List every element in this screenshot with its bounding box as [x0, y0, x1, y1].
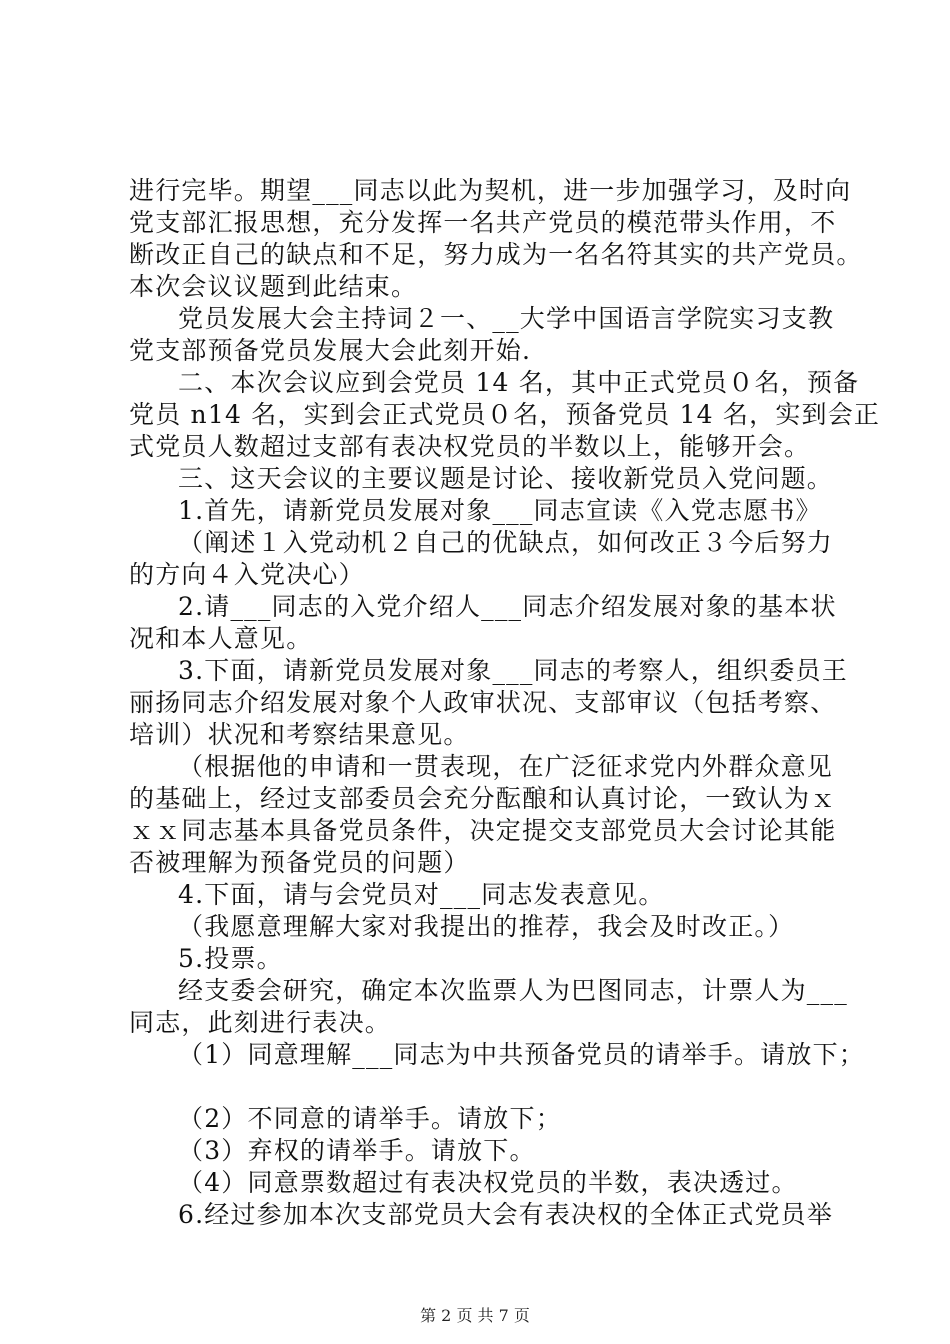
body-line: 2.请___同志的入党介绍人___同志介绍发展对象的基本状 — [178, 592, 837, 621]
body-line: 4.下面，请与会党员对___同志发表意见。 — [178, 880, 665, 909]
body-line: 的方向４入党决心） — [129, 560, 365, 589]
body-line: 党员发展大会主持词２一、__大学中国语言学院实习支教 — [178, 304, 835, 333]
body-line: 5.投票。 — [178, 944, 283, 973]
body-line: 党支部汇报思想，充分发挥一名共产党员的模范带头作用，不 — [129, 208, 837, 237]
body-line: 经支委会研究，确定本次监票人为巴图同志，计票人为___ — [178, 976, 848, 1005]
page-footer: 第 2 页 共 7 页 — [420, 1306, 530, 1325]
body-line: 的基础上，经过支部委员会充分酝酿和认真讨论，一致认为ｘ — [129, 784, 837, 813]
body-line: 断改正自己的缺点和不足，努力成为一名名符其实的共产党员。 — [129, 240, 863, 269]
body-line: （根据他的申请和一贯表现，在广泛征求党内外群众意见 — [178, 752, 834, 781]
body-line: 二、本次会议应到会党员 14 名，其中正式党员０名，预备 — [178, 368, 860, 397]
body-line: 培训）状况和考察结果意见。 — [129, 720, 470, 749]
body-line: 本次会议议题到此结束。 — [129, 272, 418, 301]
body-line: 式党员人数超过支部有表决权党员的半数以上，能够开会。 — [129, 432, 811, 461]
body-line: （3）弃权的请举手。请放下。 — [178, 1136, 536, 1165]
body-line: 同志，此刻进行表决。 — [129, 1008, 392, 1037]
body-line: 6.经过参加本次支部党员大会有表决权的全体正式党员举 — [178, 1200, 834, 1229]
body-line: 进行完毕。期望___同志以此为契机，进一步加强学习，及时向 — [129, 176, 852, 205]
body-line: ｘｘ同志基本具备党员条件，决定提交支部党员大会讨论其能 — [129, 816, 837, 845]
body-line: 3.下面，请新党员发展对象___同志的考察人，组织委员王 — [178, 656, 848, 685]
body-line: （1）同意理解___同志为中共预备党员的请举手。请放下； — [178, 1040, 866, 1069]
body-line: （4）同意票数超过有表决权党员的半数，表决透过。 — [178, 1168, 798, 1197]
body-line: 党支部预备党员发展大会此刻开始. — [129, 336, 532, 365]
body-line: 1.首先，请新党员发展对象___同志宣读《入党志愿书》 — [178, 496, 822, 525]
body-line: （2）不同意的请举手。请放下； — [178, 1104, 562, 1133]
body-line: 况和本人意见。 — [129, 624, 313, 653]
body-line: 否被理解为预备党员的问题） — [129, 848, 470, 877]
body-line: 三、这天会议的主要议题是讨论、接收新党员入党问题。 — [178, 464, 834, 493]
body-line: （我愿意理解大家对我提出的推荐，我会及时改正。） — [178, 912, 795, 941]
body-line: （阐述１入党动机２自己的优缺点，如何改正３今后努力 — [178, 528, 834, 557]
body-line: 党员 n14 名，实到会正式党员０名，预备党员 14 名，实到会正 — [129, 400, 881, 429]
body-line: 丽扬同志介绍发展对象个人政审状况、支部审议（包括考察、 — [129, 688, 837, 717]
